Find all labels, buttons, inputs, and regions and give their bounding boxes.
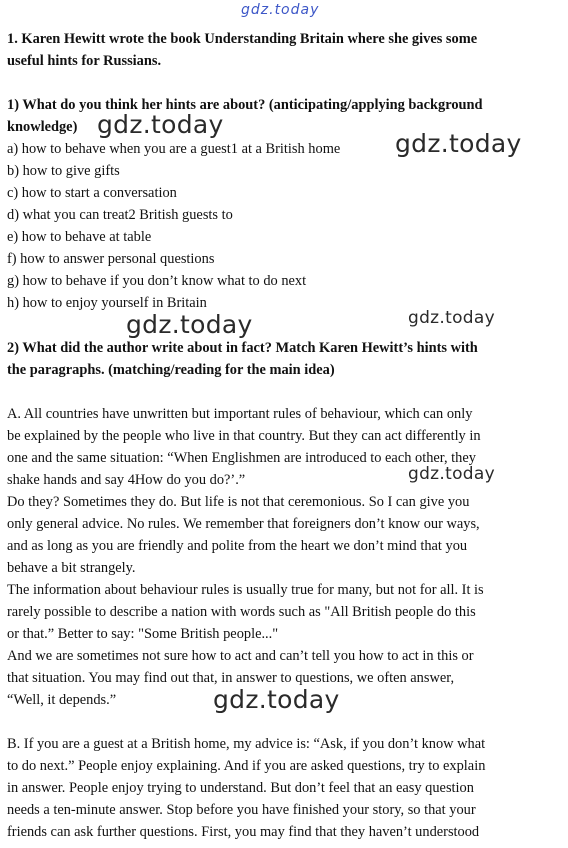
hint-item-b: b) how to give gifts [7,163,120,179]
paragraph-a-line: “Well, it depends.” [7,692,117,708]
paragraph-b-line: B. If you are a guest at a British home, my advice is: “Ask, if you don’t know what [7,736,486,752]
exercise-title-line-2: useful hints for Russians. [7,53,162,69]
paragraph-b-line: to do next.” People enjoy explaining. And if you are asked questions, try to explain [7,758,486,774]
paragraph-b-line: needs a ten-minute answer. Stop before you have finished your story, so that your [7,802,476,818]
paragraph-a-line: And we are sometimes not sure how to act and can’t tell you how to act in this or [7,648,474,664]
paragraph-a-line: rarely possible to describe a nation with words such as "All British people do this [7,604,476,620]
question2-line-1: 2) What did the author write about in fact? Match Karen Hewitt’s hints with [7,340,478,356]
watermark: gdz.today [408,308,495,328]
paragraph-a-line: A. All countries have unwritten but important rules of behaviour, which can only [7,406,473,422]
watermark: gdz.today [408,464,495,484]
paragraph-a-line: Do they? Sometimes they do. But life is not that ceremonious. So I can give you [7,494,470,510]
paragraph-a-line: or that.” Better to say: "Some British people..." [7,626,279,642]
paragraph-a-line: The information about behaviour rules is usually true for many, but not for all. It is [7,582,484,598]
question1-line-2: knowledge) [7,119,78,135]
paragraph-a-line: and as long as you are friendly and polite from the heart we don’t mind that you [7,538,468,554]
paragraph-b-line: in answer. People enjoy trying to understand. But don’t feel that an easy question [7,780,474,796]
watermark: gdz.today [241,2,320,18]
question1-line-1: 1) What do you think her hints are about? (anticipating/applying background [7,97,483,113]
watermark: gdz.today [395,129,522,158]
paragraph-a-line: behave a bit strangely. [7,560,136,576]
exercise-title-line-1: 1. Karen Hewitt wrote the book Understanding Britain where she gives some [7,31,478,47]
paragraph-a-line: be explained by the people who live in that country. But they can act differently in [7,428,481,444]
question2-line-2: the paragraphs. (matching/reading for the main idea) [7,362,335,378]
hint-item-d: d) what you can treat2 British guests to [7,207,233,223]
hint-item-c: c) how to start a conversation [7,185,177,201]
hint-item-e: e) how to behave at table [7,229,152,245]
paragraph-a-line: shake hands and say 4How do you do?’.” [7,472,246,488]
paragraph-a-line: that situation. You may find out that, in answer to questions, we often answer, [7,670,455,686]
hint-item-f: f) how to answer personal questions [7,251,215,267]
hint-item-h: h) how to enjoy yourself in Britain [7,295,207,311]
watermark: gdz.today [97,110,224,139]
watermark: gdz.today [213,685,340,714]
hint-item-a: a) how to behave when you are a guest1 at a British home [7,141,341,157]
paragraph-b-line: friends can ask further questions. First, you may find that they haven’t understood [7,824,480,840]
paragraph-a-line: one and the same situation: “When Englishmen are introduced to each other, they [7,450,476,466]
paragraph-a-line: only general advice. No rules. We remember that foreigners don’t know our ways, [7,516,480,532]
watermark: gdz.today [126,310,253,339]
hint-item-g: g) how to behave if you don’t know what to do next [7,273,307,289]
